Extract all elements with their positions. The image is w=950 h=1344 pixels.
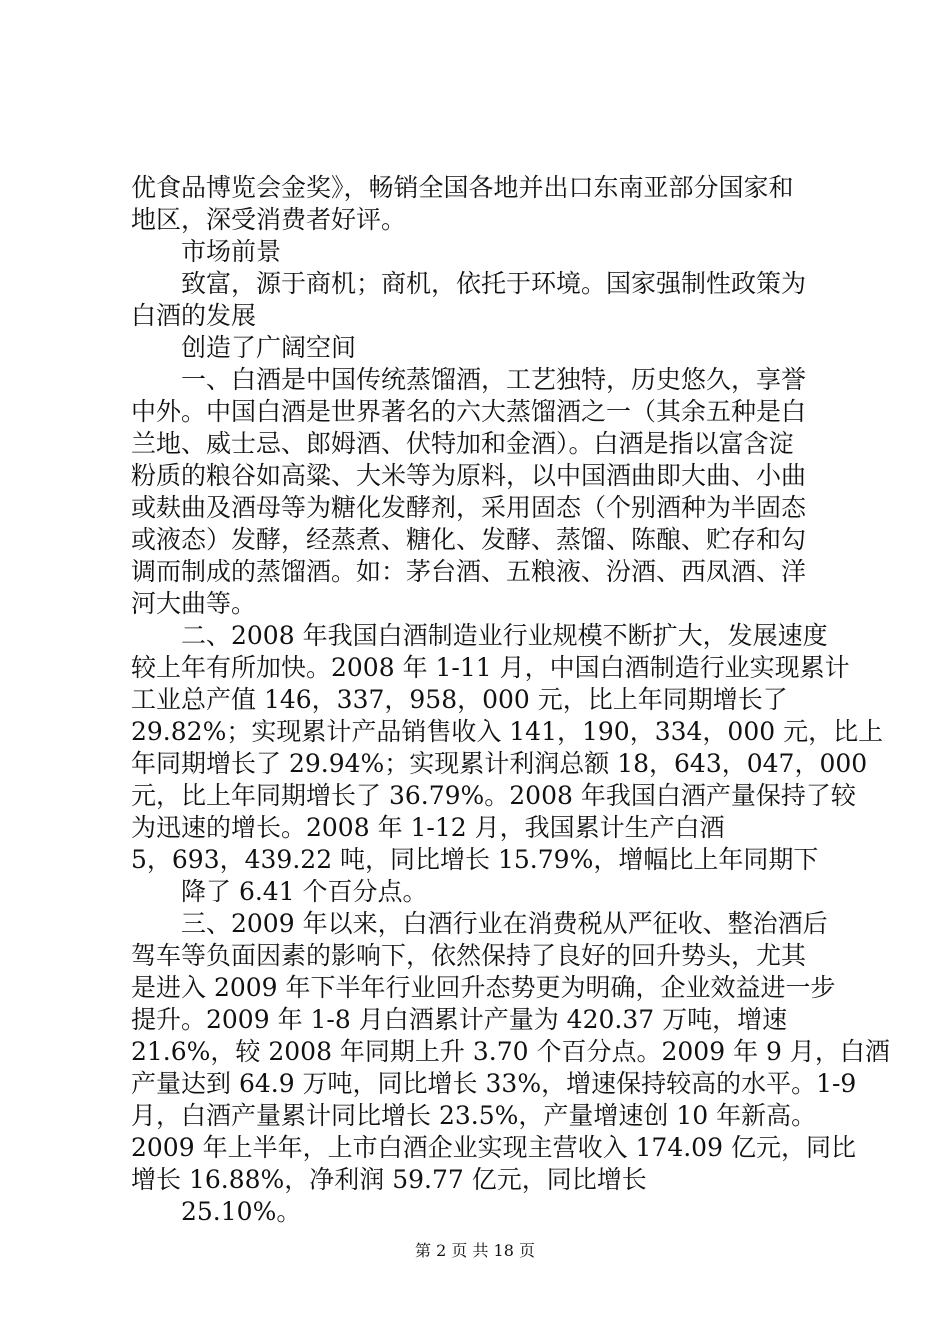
body-line: 驾车等负面因素的影响下，依然保持了良好的回升势头，尤其 — [131, 941, 807, 970]
body-line: 提升。2009 年 1-8 月白酒累计产量为 420.37 万吨，增速 — [131, 1005, 788, 1034]
body-line: 年同期增长了 29.94%；实现累计利润总额 18，643，047，000 — [131, 749, 868, 778]
body-line: 2009 年上半年，上市白酒企业实现主营收入 174.09 亿元，同比 — [131, 1133, 856, 1162]
document-body — [131, 172, 890, 1228]
body-line: 25.10%。 — [181, 1197, 302, 1226]
body-line: 产量达到 64.9 万吨，同比增长 33%，增速保持较高的水平。1-9 — [131, 1069, 857, 1098]
body-line: 或液态）发酵，经蒸煮、糖化、发酵、蒸馏、陈酿、贮存和勾 — [131, 525, 807, 554]
body-line: 创造了广阔空间 — [181, 333, 357, 362]
body-line: 致富，源于商机；商机，依托于环境。国家强制性政策为 — [181, 269, 807, 298]
body-line: 为迅速的增长。2008 年 1-12 月，我国累计生产白酒 — [131, 813, 725, 842]
body-line: 地区，深受消费者好评。 — [131, 205, 407, 234]
body-line: 粉质的粮谷如高粱、大米等为原料，以中国酒曲即大曲、小曲 — [131, 461, 807, 490]
body-line: 月，白酒产量累计同比增长 23.5%，产量增速创 10 年新高。 — [131, 1101, 817, 1130]
body-line: 三、2009 年以来，白酒行业在消费税从严征收、整治酒后 — [181, 909, 828, 938]
body-line: 5，693，439.22 吨，同比增长 15.79%，增幅比上年同期下 — [131, 845, 819, 874]
body-line: 兰地、威士忌、郎姆酒、伏特加和金酒）。白酒是指以富含淀 — [131, 429, 794, 458]
body-line: 或麸曲及酒母等为糖化发酵剂，采用固态（个别酒种为半固态 — [131, 493, 807, 522]
body-line: 降了 6.41 个百分点。 — [181, 877, 428, 906]
body-line: 中外。中国白酒是世界著名的六大蒸馏酒之一（其余五种是白 — [131, 397, 807, 426]
body-line: 29.82%；实现累计产品销售收入 141，190，334，000 元，比上 — [131, 717, 884, 746]
body-line: 元，比上年同期增长了 36.79%。2008 年我国白酒产量保持了较 — [131, 781, 856, 810]
body-line: 一、白酒是中国传统蒸馏酒，工艺独特，历史悠久，享誉 — [181, 365, 807, 394]
body-line: 二、2008 年我国白酒制造业行业规模不断扩大，发展速度 — [181, 621, 828, 650]
page-number-footer: 第 2 页 共 18 页 — [415, 1241, 535, 1260]
body-line: 调而制成的蒸馏酒。如：茅台酒、五粮液、汾酒、西凤酒、洋 — [131, 557, 807, 586]
section-heading: 市场前景 — [181, 237, 282, 266]
body-line: 工业总产值 146，337，958，000 元，比上年同期增长了 — [131, 685, 788, 714]
body-line: 河大曲等。 — [131, 589, 257, 618]
body-line: 优食品博览会金奖》，畅销全国各地并出口东南亚部分国家和 — [131, 173, 794, 202]
body-line: 是进入 2009 年下半年行业回升态势更为明确，企业效益进一步 — [131, 973, 836, 1002]
body-line: 增长 16.88%，净利润 59.77 亿元，同比增长 — [131, 1165, 647, 1194]
body-line: 21.6%，较 2008 年同期上升 3.70 个百分点。2009 年 9 月，白酒 — [131, 1037, 890, 1066]
body-line: 较上年有所加快。2008 年 1-11 月，中国白酒制造行业实现累计 — [131, 653, 850, 682]
body-line: 白酒的发展 — [131, 301, 257, 330]
